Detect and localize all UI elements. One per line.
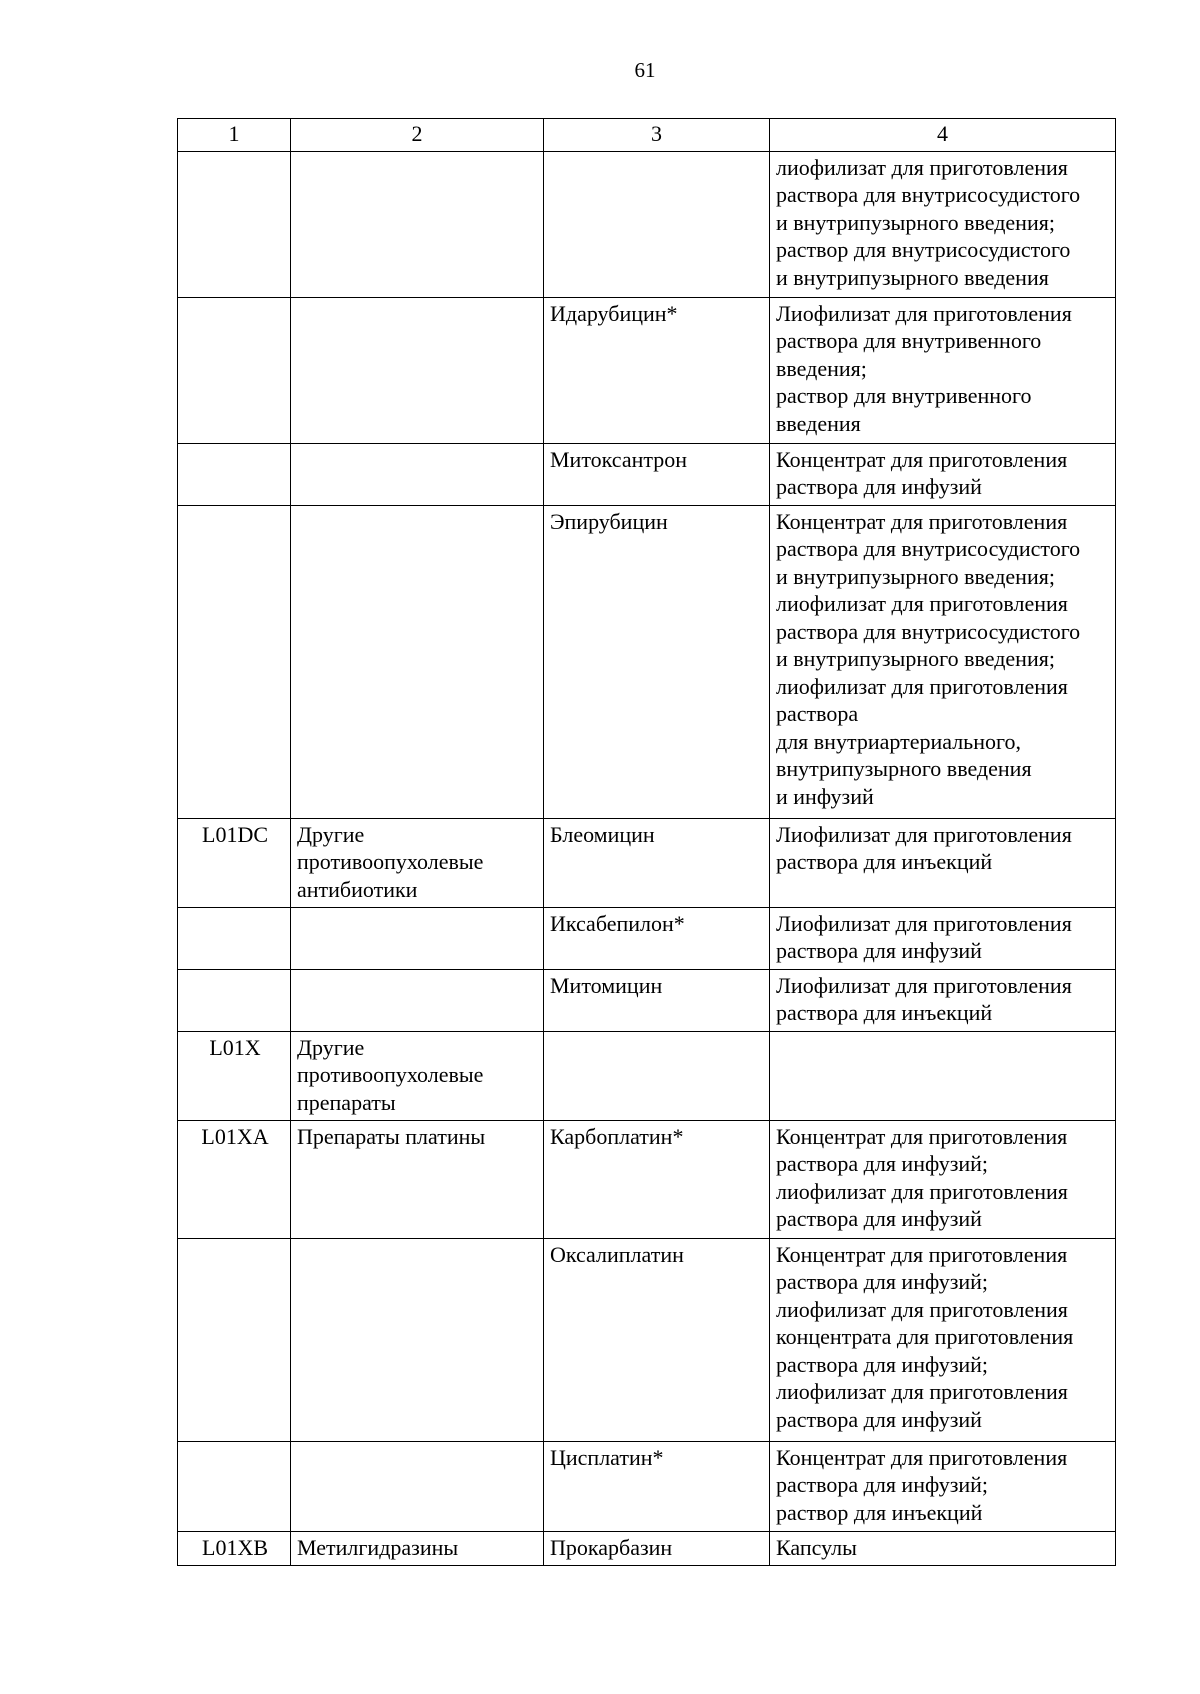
drug-name — [544, 1031, 770, 1120]
header-col-3: 3 — [544, 119, 770, 152]
drug-name: Оксалиплатин — [544, 1238, 770, 1441]
table-row — [178, 818, 1116, 907]
table-row — [178, 1441, 1116, 1531]
dosage-form: Концентрат для приготовления раствора для инфузий — [770, 443, 1116, 505]
group-name — [291, 151, 544, 297]
drug-name: Митомицин — [544, 969, 770, 1031]
atc-code — [178, 969, 291, 1031]
atc-code — [178, 1238, 291, 1441]
page-number: 61 — [634, 58, 656, 82]
group-name — [291, 297, 544, 443]
dosage-form: Концентрат для приготовления раствора для внутрисосудистого и внутрипузырного введения; лиофилизат для приготовления раствора для внутрисосудистого и внутрипузырного введения; лиофилизат для приготовления раствора для внутриартериального, внутрипузырного введения и инфузий — [770, 505, 1116, 818]
table-row — [178, 1120, 1116, 1238]
group-name — [291, 1238, 544, 1441]
atc-code: L01DC — [178, 818, 291, 907]
drug-name: Карбоплатин* — [544, 1120, 770, 1238]
table-row — [178, 1238, 1116, 1441]
table-row — [178, 443, 1116, 505]
atc-code — [178, 151, 291, 297]
atc-code — [178, 1441, 291, 1531]
table-header-row — [178, 119, 1116, 152]
group-name: Метилгидразины — [291, 1531, 544, 1565]
table-row — [178, 1031, 1116, 1120]
atc-code: L01X — [178, 1031, 291, 1120]
group-name: Другие противоопухолевые препараты — [291, 1031, 544, 1120]
header-col-2: 2 — [291, 119, 544, 152]
drug-name: Идарубицин* — [544, 297, 770, 443]
atc-code — [178, 443, 291, 505]
drug-name: Цисплатин* — [544, 1441, 770, 1531]
drug-name — [544, 151, 770, 297]
dosage-form: лиофилизат для приготовления раствора для внутрисосудистого и внутрипузырного введения; раствор для внутрисосудистого и внутрипузырного введения — [770, 151, 1116, 297]
atc-code: L01XB — [178, 1531, 291, 1565]
group-name — [291, 907, 544, 969]
table-row — [178, 151, 1116, 297]
header-col-1: 1 — [178, 119, 291, 152]
dosage-form: Лиофилизат для приготовления раствора для инфузий — [770, 907, 1116, 969]
drug-name: Прокарбазин — [544, 1531, 770, 1565]
dosage-form: Лиофилизат для приготовления раствора для внутривенного введения; раствор для внутривенного введения — [770, 297, 1116, 443]
drug-name: Митоксантрон — [544, 443, 770, 505]
table-row — [178, 297, 1116, 443]
table-row — [178, 1531, 1116, 1565]
dosage-form: Концентрат для приготовления раствора для инфузий; лиофилизат для приготовления раствора для инфузий — [770, 1120, 1116, 1238]
table-row — [178, 907, 1116, 969]
dosage-form: Концентрат для приготовления раствора для инфузий; лиофилизат для приготовления концентрата для приготовления раствора для инфузий; лиофилизат для приготовления раствора для инфузий — [770, 1238, 1116, 1441]
dosage-form: Концентрат для приготовления раствора для инфузий; раствор для инъекций — [770, 1441, 1116, 1531]
dosage-form — [770, 1031, 1116, 1120]
drug-name: Эпирубицин — [544, 505, 770, 818]
dosage-form: Лиофилизат для приготовления раствора для инъекций — [770, 969, 1116, 1031]
atc-code — [178, 907, 291, 969]
table-row — [178, 505, 1116, 818]
drug-name: Блеомицин — [544, 818, 770, 907]
group-name — [291, 1441, 544, 1531]
header-col-4: 4 — [770, 119, 1116, 152]
dosage-form: Лиофилизат для приготовления раствора для инъекций — [770, 818, 1116, 907]
atc-code — [178, 297, 291, 443]
group-name — [291, 505, 544, 818]
group-name — [291, 443, 544, 505]
dosage-form: Капсулы — [770, 1531, 1116, 1565]
atc-code — [178, 505, 291, 818]
drug-name: Иксабепилон* — [544, 907, 770, 969]
table-row — [178, 969, 1116, 1031]
group-name: Другие противоопухолевые антибиотики — [291, 818, 544, 907]
atc-code: L01XA — [178, 1120, 291, 1238]
group-name — [291, 969, 544, 1031]
group-name: Препараты платины — [291, 1120, 544, 1238]
drug-table — [177, 118, 1116, 1566]
